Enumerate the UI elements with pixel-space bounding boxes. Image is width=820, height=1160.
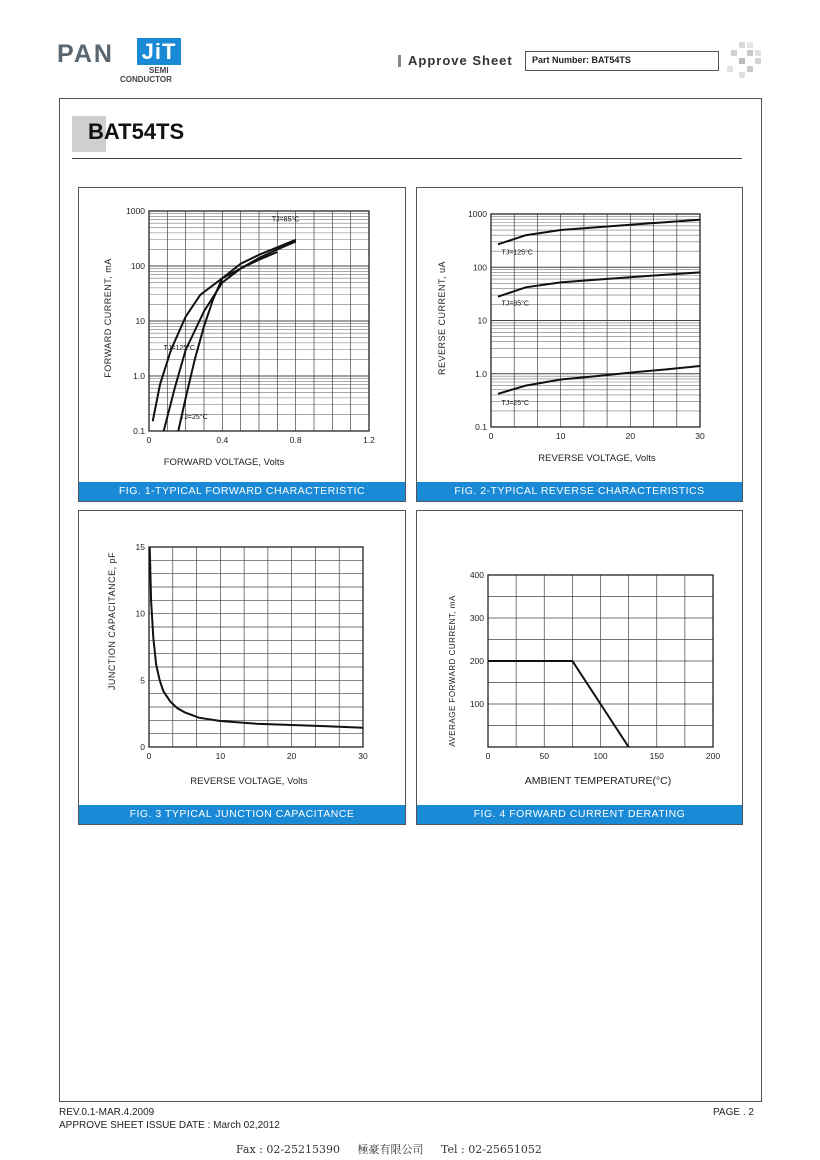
y-tick-label: 1000 [468,209,487,219]
figure-caption-2: FIG. 2-TYPICAL REVERSE CHARACTERISTICS [417,482,742,501]
series-annotation: TJ=25°C [501,399,529,407]
page-number: PAGE . 2 [713,1107,754,1118]
y-tick-label: 200 [469,656,484,666]
x-axis-label: AMBIENT TEMPERATURE(°C) [524,775,672,787]
y-tick-label: 100 [469,699,484,709]
y-tick-label: 0.1 [133,426,145,436]
y-tick-label: 5 [140,675,145,686]
x-tick-label: 0 [488,431,494,441]
logo-conductor-text: CONDUCTOR [120,75,172,84]
x-axis-label: FORWARD VOLTAGE, Volts [163,457,285,468]
x-tick-label: 20 [286,751,297,761]
figure-caption-1: FIG. 1-TYPICAL FORWARD CHARACTERISTIC [79,482,405,501]
y-axis-label: REVERSE CURRENT, uA [437,260,447,376]
x-tick-label: 30 [695,431,705,441]
junction-capacitance-chart [79,511,405,805]
y-tick-label: 10 [477,315,487,326]
series-line [498,220,700,245]
logo-semi-text: SEMI [149,66,169,75]
figure-panel-1 [78,187,406,502]
part-number-text: Part Number: BAT54TS [532,55,631,65]
x-tick-label: 100 [593,751,608,761]
x-tick-label: 0.8 [289,435,302,445]
plot-border [149,547,363,747]
series-annotation: TJ=25°C [180,414,208,422]
series-line [164,241,296,431]
y-tick-label: 0 [140,742,145,752]
x-tick-label: 200 [705,751,721,761]
figure-caption-3: FIG. 3 TYPICAL JUNCTION CAPACITANCE [79,805,405,824]
series-annotation: TJ=85°C [271,216,300,224]
figure-panel-3 [78,510,406,825]
y-tick-label: 100 [472,262,487,273]
x-axis-label: REVERSE VOLTAGE, Volts [538,453,656,464]
title-divider [72,158,742,159]
revision-text: REV.0.1-MAR.4.2009 [59,1107,155,1118]
y-tick-label: 1.0 [475,368,487,379]
series-line [498,272,700,296]
x-tick-label: 0 [146,435,152,445]
x-axis-label: REVERSE VOLTAGE, Volts [190,776,308,787]
part-number-box [525,51,719,71]
page-title: BAT54TS [88,119,185,144]
x-tick-label: 10 [215,751,226,761]
logo-pan-text: PAN [57,40,114,68]
series-annotation: TJ=125°C [501,249,533,257]
company-logo [57,38,187,86]
figure-caption-4: FIG. 4 FORWARD CURRENT DERATING [417,805,742,824]
y-tick-label: 15 [135,542,145,552]
x-tick-label: 10 [555,431,566,441]
x-tick-label: 0 [485,751,491,761]
y-tick-label: 300 [469,613,484,623]
contact-line: Fax : 02-25215390 極豪有限公司 Tel : 02-25651052 [236,1143,542,1156]
y-axis-label: AVERAGE FORWARD CURRENT, mA [448,595,457,747]
series-annotation: TJ=125°C [163,344,196,352]
x-tick-label: 50 [539,751,549,761]
figure-panel-2 [416,187,743,502]
approve-bar-icon [398,55,401,67]
series-line [153,252,278,421]
reverse-characteristics-chart [417,188,742,482]
y-tick-label: 10 [135,316,145,326]
decorative-squares-icon [725,40,765,80]
y-axis-label: JUNCTION CAPACITANCE, pF [107,551,117,691]
x-tick-label: 1.2 [363,435,375,445]
figure-panel-4 [416,510,743,825]
x-tick-label: 30 [358,751,368,761]
forward-characteristic-chart [79,188,405,482]
issue-date-text: APPROVE SHEET ISSUE DATE : March 02,2012 [59,1120,280,1131]
y-tick-label: 100 [130,261,145,271]
logo-jit-text: JiT [137,38,181,65]
x-tick-label: 0 [146,751,152,761]
y-tick-label: 0.1 [475,422,487,432]
series-line [150,547,363,728]
x-tick-label: 20 [625,431,636,441]
y-tick-label: 400 [469,570,484,580]
y-tick-label: 1000 [126,206,145,216]
y-tick-label: 10 [135,608,145,619]
x-tick-label: 0.4 [216,435,229,445]
y-tick-label: 1.0 [133,371,145,381]
series-annotation: TJ=85°C [501,300,529,308]
y-axis-label: FORWARD CURRENT, mA [103,258,113,378]
approve-sheet-label: Approve Sheet [408,53,513,68]
forward-current-derating-chart [417,511,742,805]
x-tick-label: 150 [649,751,664,761]
